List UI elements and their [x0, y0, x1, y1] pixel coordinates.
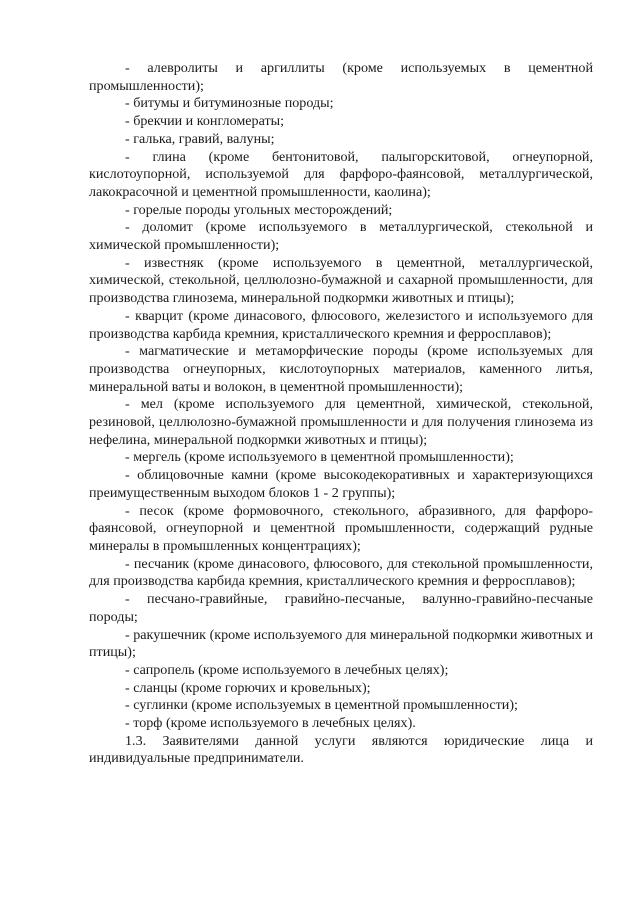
list-item-rakushechnik: - ракушечник (кроме используемого для минеральной подкормки животных и птицы);: [89, 626, 593, 661]
list-item-izvestnyak: - известняк (кроме используемого в цементной, металлургической, химической, стекольной, целлюлозно-бумажной и сахарной промышленности, для производства глинозема, минеральной подкормки животных и птицы);: [89, 254, 593, 307]
list-item-magmaticheskie: - магматические и метаморфические породы (кроме используемых для производства огнеупорных, кислотоупорных материалов, каменного литья, минеральной ваты и волокон, в цементной промышленности);: [89, 343, 593, 395]
document-body: [89, 60, 593, 768]
list-item-kvartsit: - кварцит (кроме динасового, флюсового, железистого и используемого для производства карбида кремния, кристаллического кремния и ферросплавов);: [89, 307, 593, 342]
list-item-slantsy: - сланцы (кроме горючих и кровельных);: [125, 679, 371, 696]
list-item-sapropel: - сапропель (кроме используемого в лечебных целях);: [125, 661, 449, 678]
list-item-glina: - глина (кроме бентонитовой, палыгорскитовой, огнеупорной, кислотоупорной, используемой для фарфоро-фаянсовой, металлургической, лакокрасочной и цементной промышленности, каолина);: [89, 148, 593, 200]
list-item-bitumy: - битумы и битуминозные породы;: [125, 95, 334, 112]
list-item-alevrolity: - алевролиты и аргиллиты (кроме используемых в цементной промышленности);: [89, 60, 593, 94]
section-1-3-paragraph: 1.3. Заявителями данной услуги являются юридические лица и индивидуальные предприниматели.: [89, 732, 593, 767]
list-item-oblitsovochnye: - облицовочные камни (кроме высокодекоративных и характеризующихся преимущественным выходом блоков 1 - 2 группы);: [89, 467, 593, 501]
list-item-mel: - мел (кроме используемого для цементной, химической, стекольной, резиновой, целлюлозно-бумажной промышленности и для получения глинозема из нефелина, минеральной подкормки животных и птицы);: [89, 396, 593, 448]
list-item-peschano-graviynye: - песчано-гравийные, гравийно-песчаные, валунно-гравийно-песчаные породы;: [89, 591, 593, 625]
list-item-galka: - галька, гравий, валуны;: [125, 130, 275, 147]
list-item-mergel: - мергель (кроме используемого в цементной промышленности);: [125, 449, 514, 466]
list-item-torf: - торф (кроме используемого в лечебных целях).: [125, 715, 416, 732]
list-item-gorelye-porody: - горелые породы угольных месторождений;: [125, 201, 393, 218]
list-item-suglinki: - суглинки (кроме используемых в цементной промышленности);: [125, 697, 518, 714]
list-item-peschanik: - песчаник (кроме динасового, флюсового, для стекольной промышленности, для производства карбида кремния, кристаллического кремния и ферросплавов);: [89, 555, 593, 590]
list-item-pesok: - песок (кроме формовочного, стекольного, абразивного, для фарфоро-фаянсовой, огнеупорной и цементной промышленности, содержащий рудные минералы в промышленных концентрациях);: [89, 502, 593, 554]
list-item-dolomit: - доломит (кроме используемого в металлургической, стекольной и химической промышленности);: [89, 219, 593, 254]
list-item-brekchii: - брекчии и конгломераты;: [125, 113, 285, 130]
